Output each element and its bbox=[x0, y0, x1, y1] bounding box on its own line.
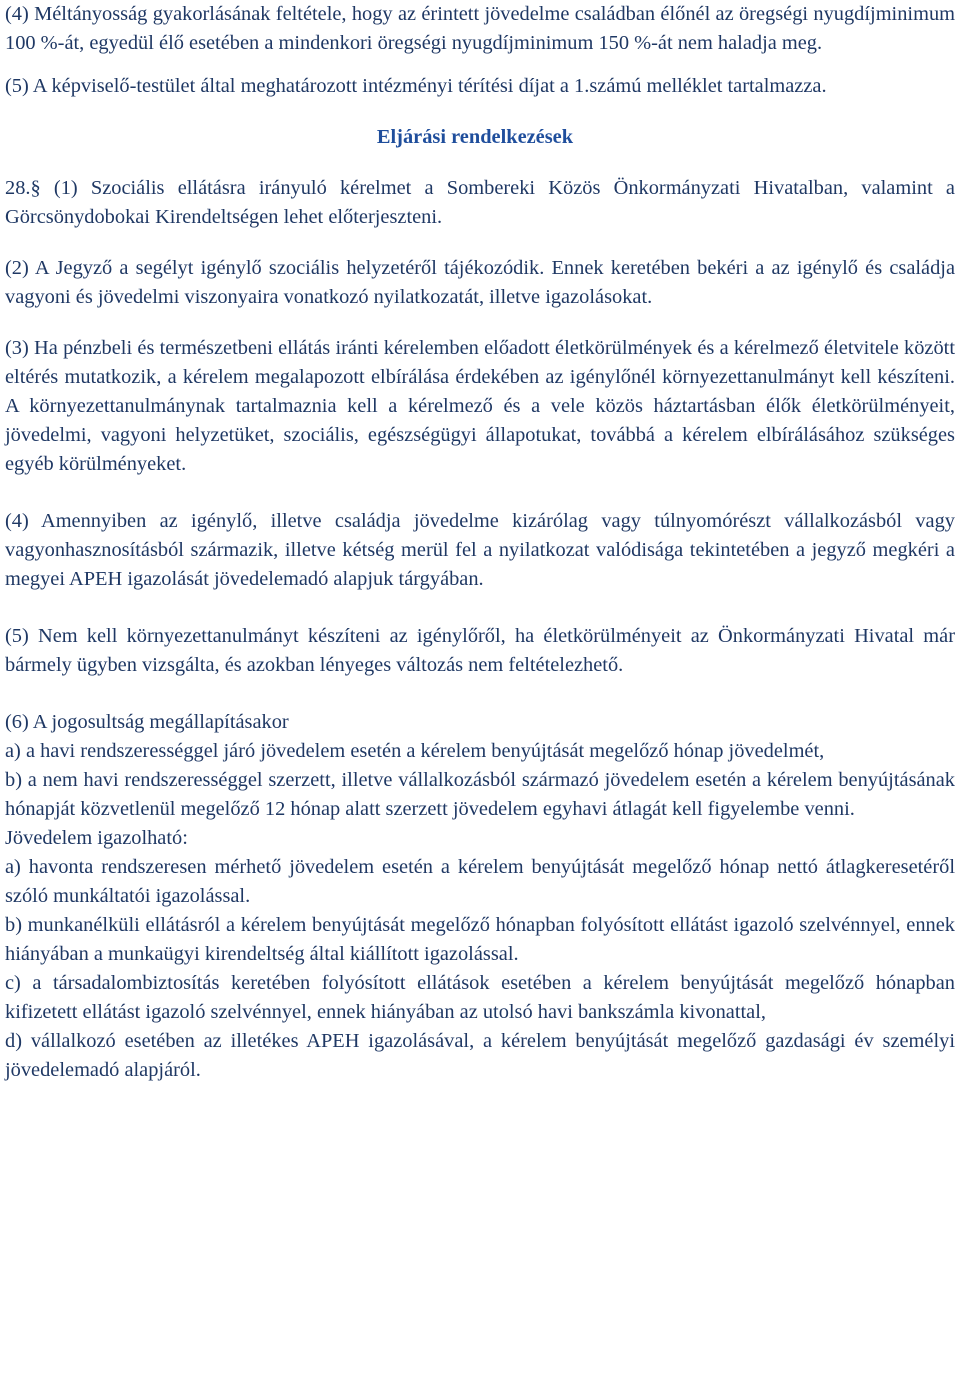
income-proof-b: b) munkanélküli ellátásról a kérelem benyújtását megelőző hónapban folyósított ellátást igazoló szelvénnyel, ennek hiányában a munkaügyi kirendeltség által kiállított igazolással. bbox=[5, 914, 955, 965]
section-sign: § bbox=[30, 177, 41, 199]
document-page bbox=[5, 0, 955, 1085]
section-heading: Eljárási rendelkezések bbox=[376, 126, 574, 148]
section-28-paragraph-2: (2) A Jegyző a segélyt igénylő szociális helyzetéről tájékozódik. Ennek keretében bekéri a az igénylő és családja vagyoni és jövedelmi viszonyaira vonatkozó nyilatkozatát, illetve igazolásokat. bbox=[5, 257, 955, 308]
income-proof-c: c) a társadalombiztosítás keretében folyósított ellátások esetében a kérelem benyújtását megelőző hónapban kifizetett ellátást igazoló szelvénnyel, ennek hiányában az utolsó havi bankszámla kivonattal, bbox=[5, 972, 955, 1023]
paragraph-4-eligibility: (4) Méltányosság gyakorlásának feltétele, hogy az érintett jövedelme családban élőnél az öregségi nyugdíjminimum 100 %-át, egyedül élő esetében a mindenkori öregségi nyugdíjminimum 150 %-át nem haladja meg. bbox=[5, 3, 955, 54]
section-28-paragraph-5: (5) Nem kell környezettanulmányt készíteni az igénylőről, ha életkörülményeit az Önkormányzati Hivatal már bármely ügyben vizsgálta, és azokban lényeges változás nem feltételezhető. bbox=[5, 625, 955, 676]
income-proof-a: a) havonta rendszeresen mérhető jövedelem esetén a kérelem benyújtását megelőző hónap nettó átlagkeresetéről szóló munkáltatói igazolással. bbox=[5, 856, 955, 907]
section-number: 28. bbox=[5, 177, 31, 199]
section-28-paragraph-4: (4) Amennyiben az igénylő, illetve családja jövedelme kizárólag vagy túlnyomórészt vállalkozásból vagy vagyonhasznosításból származik, illetve kétség merül fel a nyilatkozat valódisága tekintetében a jegyző megkéri a megyei APEH igazolását jövedelemadó alapjuk tárgyában. bbox=[5, 510, 955, 590]
section-28-paragraph-3: (3) Ha pénzbeli és természetbeni ellátás iránti kérelemben előadott életkörülmények és a kérelmező életvitele között eltérés mutatkozik, a kérelem megalapozott elbírálása érdekében az igénylőnél környezettanulmányt kell készíteni. A környezettanulmánynak tartalmaznia kell a kérelmező és a vele közös háztartásban élők életkörülményeit, jövedelmi, vagyoni helyzetüket, szociális, egészségügyi állapotukat, továbbá a kérelem elbírálásához szükséges egyéb körülményeket. bbox=[5, 337, 955, 475]
section-28-paragraph-6-a: a) a havi rendszerességgel járó jövedelem esetén a kérelem benyújtását megelőző hónap jövedelmét, bbox=[5, 740, 825, 762]
income-proof-intro: Jövedelem igazolható: bbox=[5, 827, 188, 849]
income-proof-d: d) vállalkozó esetében az illetékes APEH igazolásával, a kérelem benyújtását megelőző gazdasági év személyi jövedelemadó alapjáról. bbox=[5, 1030, 955, 1081]
section-28-paragraph-6-b: b) a nem havi rendszerességgel szerzett, illetve vállalkozásból származó jövedelem esetén a kérelem benyújtásának hónapját közvetlenül megelőző 12 hónap alatt szerzett jövedelem egyhavi átlagát kell figyelembe venni. bbox=[5, 769, 955, 820]
section-28-paragraph-1-text: (1) Szociális ellátásra irányuló kérelmet a Sombereki Közös Önkormányzati Hivatalban, valamint a Görcsönydobokai Kirendeltségen lehet előterjeszteni. bbox=[5, 177, 955, 228]
section-28-paragraph-6-intro: (6) A jogosultság megállapításakor bbox=[5, 711, 289, 733]
paragraph-5-fee: (5) A képviselő-testület által meghatározott intézményi térítési díjat a 1.számú melléklet tartalmazza. bbox=[5, 75, 827, 97]
section-28-paragraph-1 bbox=[5, 174, 955, 232]
